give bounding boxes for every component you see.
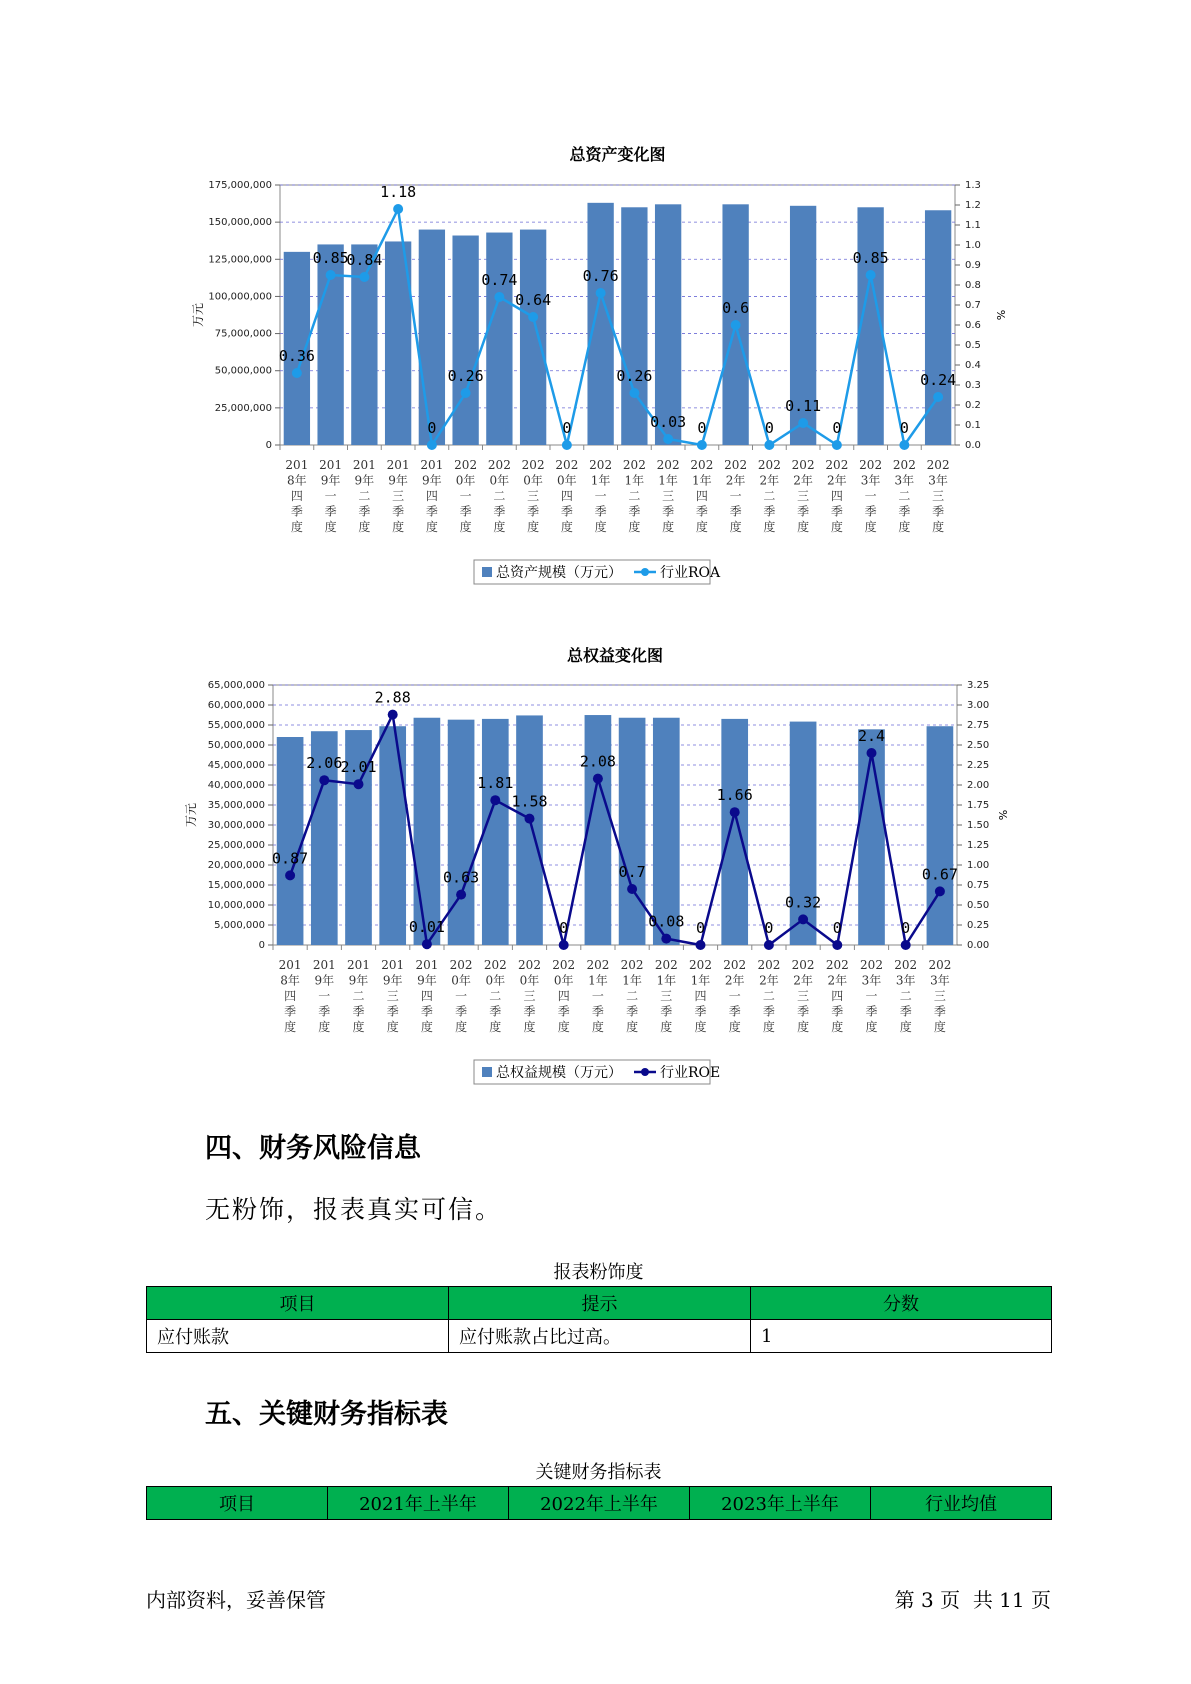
data-label: 0 — [695, 919, 706, 937]
data-label: 0 — [764, 919, 774, 937]
table-cell: 1 — [751, 1320, 1052, 1353]
bar — [619, 718, 646, 945]
data-label: 0 — [832, 419, 842, 437]
key-indicators-table — [146, 1486, 1052, 1520]
table-header-cell: 提示 — [449, 1287, 751, 1320]
x-tick-label: 202 2年四季度 — [825, 958, 849, 1034]
data-label: 0 — [559, 919, 569, 937]
x-tick-label: 202 0年二季度 — [483, 958, 507, 1034]
table-cell: 应付账款 — [147, 1320, 449, 1353]
bar — [448, 720, 475, 945]
data-label: 0.36 — [278, 347, 315, 365]
y2-tick-label: 3.00 — [967, 700, 990, 711]
data-label: 0.01 — [408, 918, 445, 937]
line-point — [285, 870, 295, 880]
line-point — [798, 914, 808, 924]
line-point — [422, 939, 432, 949]
footer-page-number: 第 3 页 共 11 页 — [894, 1588, 1051, 1612]
x-tick-label: 201 9年三季度 — [386, 458, 410, 534]
y2-tick-label: 0.7 — [965, 300, 981, 311]
y2-tick-label: 0.50 — [967, 900, 990, 911]
data-label: 1.58 — [511, 792, 548, 811]
legend-line-label: 行业ROE — [660, 1065, 721, 1081]
y2-tick-label: 1.50 — [967, 820, 990, 831]
bar — [486, 233, 512, 445]
section4-body: 无粉饰，报表真实可信。 — [205, 1195, 503, 1224]
data-label: 0.6 — [722, 299, 750, 317]
bar — [858, 729, 885, 945]
line-point — [832, 440, 842, 450]
y-axis-label: 万元 — [184, 802, 198, 828]
y2-tick-label: 1.00 — [967, 860, 990, 871]
y-tick-label: 30,000,000 — [207, 820, 265, 831]
y2-tick-label: 0.3 — [965, 380, 981, 391]
x-tick-label: 202 1年二季度 — [622, 458, 646, 534]
line-point — [525, 814, 535, 824]
line-point — [494, 292, 504, 302]
data-label: 0.26 — [616, 367, 653, 385]
x-tick-label: 202 2年一季度 — [723, 958, 747, 1034]
y2-tick-label: 2.75 — [967, 720, 990, 731]
legend-line-marker — [641, 568, 649, 576]
line-point — [559, 940, 569, 950]
x-tick-label: 201 9年二季度 — [352, 458, 376, 534]
bar — [655, 204, 681, 445]
x-tick-label: 202 0年一季度 — [454, 458, 478, 534]
bar — [621, 207, 647, 445]
y2-axis-label: % — [994, 309, 1007, 321]
footer-confidential: 内部资料，妥善保管 — [146, 1588, 326, 1612]
y2-tick-label: 2.25 — [967, 760, 990, 771]
x-tick-label: 202 2年二季度 — [757, 458, 781, 534]
y2-tick-label: 1.2 — [965, 200, 981, 211]
y2-tick-label: 0.2 — [965, 400, 981, 411]
table-header-cell: 2022年上半年 — [509, 1487, 690, 1520]
line-point — [935, 886, 945, 896]
y2-tick-label: 2.50 — [967, 740, 990, 751]
data-label: 0.03 — [650, 413, 687, 431]
x-tick-label: 202 0年一季度 — [449, 958, 473, 1034]
x-tick-label: 202 3年二季度 — [892, 458, 916, 534]
table-header-cell: 项目 — [147, 1487, 328, 1520]
y2-tick-label: 1.1 — [965, 220, 981, 231]
data-label: 1.81 — [477, 774, 514, 793]
data-label: 0.67 — [921, 865, 958, 884]
data-label: 2.08 — [579, 752, 616, 771]
y2-tick-label: 1.3 — [965, 180, 981, 191]
total-assets-chart — [0, 130, 1191, 600]
y-tick-label: 20,000,000 — [207, 860, 265, 871]
x-tick-label: 202 1年四季度 — [690, 458, 714, 534]
y2-tick-label: 0.4 — [965, 360, 981, 371]
data-label: 0.11 — [785, 397, 822, 415]
x-tick-label: 202 0年二季度 — [487, 458, 511, 534]
line-point — [319, 775, 329, 785]
y2-tick-label: 1.75 — [967, 800, 990, 811]
y2-tick-label: 3.25 — [967, 680, 990, 691]
line-point — [354, 779, 364, 789]
y-tick-label: 0 — [265, 440, 272, 451]
y-tick-label: 5,000,000 — [214, 920, 265, 931]
y-tick-label: 45,000,000 — [207, 760, 265, 771]
y2-tick-label: 0.25 — [967, 920, 990, 931]
plot-frame — [273, 685, 957, 945]
total-equity-chart-svg — [0, 630, 1191, 1100]
line-point — [867, 748, 877, 758]
data-label: 0 — [562, 419, 572, 437]
data-label: 0 — [764, 419, 774, 437]
section5-title: 五、关键财务指标表 — [205, 1399, 448, 1430]
y2-tick-label: 1.25 — [967, 840, 990, 851]
y-tick-label: 50,000,000 — [214, 365, 272, 377]
y-tick-label: 175,000,000 — [208, 180, 272, 191]
data-label: 0.85 — [852, 249, 889, 267]
data-label: 0.63 — [443, 868, 480, 887]
line-point — [661, 934, 671, 944]
y-tick-label: 10,000,000 — [207, 900, 265, 911]
y-tick-label: 25,000,000 — [214, 402, 272, 414]
table-caption-window-dressing: 报表粉饰度 — [553, 1262, 644, 1283]
table-header-cell: 2021年上半年 — [328, 1487, 509, 1520]
line-point — [326, 270, 336, 280]
y-tick-label: 25,000,000 — [207, 840, 265, 851]
window-dressing-table — [146, 1286, 1052, 1353]
y-tick-label: 35,000,000 — [207, 800, 265, 811]
bar — [379, 726, 406, 945]
x-tick-label: 202 1年一季度 — [586, 958, 610, 1034]
data-label: 2.88 — [374, 688, 411, 707]
x-tick-label: 202 3年一季度 — [860, 958, 883, 1034]
table-header-cell: 2023年上半年 — [690, 1487, 871, 1520]
line-point — [832, 940, 842, 950]
y2-tick-label: 0.0 — [965, 440, 981, 451]
line-point — [596, 288, 606, 298]
line-point — [528, 312, 538, 322]
line-point — [427, 440, 437, 450]
data-label: 2.4 — [857, 727, 886, 745]
line-point — [490, 795, 500, 805]
x-tick-label: 202 1年四季度 — [689, 958, 712, 1034]
bar — [790, 722, 817, 945]
x-tick-label: 202 3年二季度 — [894, 958, 918, 1034]
x-tick-label: 202 2年三季度 — [791, 458, 815, 534]
data-label: 0.85 — [312, 249, 349, 267]
data-label: 0 — [427, 419, 437, 437]
line-point — [359, 272, 369, 282]
x-tick-label: 201 9年三季度 — [381, 958, 405, 1034]
data-label: 0 — [901, 919, 911, 937]
line-point — [388, 710, 398, 720]
bar — [927, 726, 954, 945]
data-label: 0 — [899, 419, 909, 437]
legend-bar-swatch — [482, 567, 492, 577]
legend-bar-label: 总资产规模（万元） — [496, 565, 622, 581]
bar — [482, 719, 509, 945]
x-tick-label: 201 9年二季度 — [347, 958, 370, 1034]
line-point — [901, 940, 911, 950]
line-point — [798, 418, 808, 428]
x-tick-label: 201 9年四季度 — [420, 458, 444, 534]
data-label: 0.26 — [447, 367, 484, 385]
data-label: 2.06 — [306, 754, 343, 773]
data-label: 1.18 — [380, 183, 417, 201]
x-tick-label: 201 8年四季度 — [285, 458, 309, 534]
line-point — [899, 440, 909, 450]
x-tick-label: 202 1年三季度 — [654, 958, 678, 1034]
line-point — [292, 368, 302, 378]
bar — [419, 230, 445, 445]
x-tick-label: 201 9年一季度 — [312, 958, 336, 1034]
y-tick-label: 0 — [258, 940, 265, 951]
table-header-row — [147, 1487, 1052, 1520]
data-label: 0.08 — [648, 912, 685, 931]
x-tick-label: 202 2年二季度 — [757, 958, 781, 1034]
x-tick-label: 202 3年三季度 — [928, 958, 952, 1034]
x-tick-label: 202 3年三季度 — [926, 458, 950, 534]
total-equity-chart — [0, 630, 1191, 1100]
legend-line-marker — [641, 1068, 649, 1076]
line-point — [593, 774, 603, 784]
data-label: 0.7 — [618, 863, 646, 881]
x-tick-label: 202 2年一季度 — [724, 458, 748, 534]
line-point — [663, 434, 673, 444]
bar — [520, 230, 546, 445]
y2-axis-label: % — [996, 809, 1009, 821]
line-point — [764, 940, 774, 950]
line-point — [627, 884, 637, 894]
x-tick-label: 202 3年一季度 — [859, 458, 883, 534]
data-label: 0.76 — [582, 267, 619, 285]
y2-tick-label: 0.00 — [967, 940, 990, 951]
table-header-cell: 分数 — [751, 1287, 1052, 1320]
y-tick-label: 15,000,000 — [207, 880, 265, 891]
total-assets-chart-svg — [0, 130, 1191, 600]
y-tick-label: 150,000,000 — [208, 217, 272, 229]
y-tick-label: 60,000,000 — [207, 700, 265, 711]
bar — [452, 236, 478, 445]
y-tick-label: 125,000,000 — [208, 254, 272, 266]
line-point — [562, 440, 572, 450]
legend-bar-label: 总权益规模（万元） — [496, 1065, 622, 1081]
legend-bar-swatch — [482, 1067, 492, 1077]
bar — [721, 719, 748, 945]
data-label: 0 — [832, 919, 842, 937]
line-point — [731, 320, 741, 330]
x-tick-label: 202 0年三季度 — [518, 958, 541, 1034]
table-cell: 应付账款占比过高。 — [449, 1320, 751, 1353]
data-label: 0.64 — [515, 291, 552, 309]
y-tick-label: 55,000,000 — [207, 720, 265, 731]
line-point — [764, 440, 774, 450]
data-label: 0.74 — [481, 271, 518, 289]
x-tick-label: 201 9年四季度 — [415, 958, 439, 1034]
table-header-row — [147, 1287, 1052, 1320]
data-label: 0 — [697, 419, 707, 437]
table-row — [147, 1320, 1052, 1353]
y-tick-label: 50,000,000 — [207, 740, 265, 751]
y2-tick-label: 0.75 — [967, 880, 990, 891]
x-tick-label: 202 1年一季度 — [589, 458, 613, 534]
y-tick-label: 65,000,000 — [207, 680, 265, 691]
line-point — [933, 392, 943, 402]
y-tick-label: 40,000,000 — [207, 780, 265, 791]
chart-title: 总权益变化图 — [566, 646, 664, 665]
data-label: 2.01 — [340, 758, 377, 777]
line-point — [696, 940, 706, 950]
y-tick-label: 75,000,000 — [214, 328, 272, 340]
y2-tick-label: 2.00 — [967, 780, 990, 791]
line-point — [629, 388, 639, 398]
legend-line-label: 行业ROA — [660, 565, 721, 581]
table-caption-key-indicators: 关键财务指标表 — [535, 1462, 662, 1483]
line-point — [393, 204, 403, 214]
data-label: 0.24 — [920, 371, 957, 389]
x-tick-label: 201 9年一季度 — [319, 458, 343, 534]
data-label: 0.87 — [272, 849, 309, 868]
y-axis-label: 万元 — [191, 302, 205, 328]
x-tick-label: 202 2年四季度 — [825, 458, 849, 534]
y2-tick-label: 0.1 — [965, 420, 981, 431]
bar — [653, 718, 680, 945]
x-tick-label: 202 1年二季度 — [620, 958, 644, 1034]
y2-tick-label: 1.0 — [965, 240, 981, 251]
x-tick-label: 202 0年四季度 — [555, 458, 579, 534]
chart-title: 总资产变化图 — [569, 145, 666, 164]
data-label: 0.84 — [346, 251, 383, 269]
line-point — [730, 807, 740, 817]
x-tick-label: 202 2年三季度 — [791, 958, 815, 1034]
data-label: 0.32 — [785, 893, 822, 912]
x-tick-label: 201 8年四季度 — [278, 958, 302, 1034]
bar — [414, 718, 441, 945]
bar — [516, 715, 543, 945]
table-header-cell: 行业均值 — [871, 1487, 1052, 1520]
y2-tick-label: 0.5 — [965, 340, 981, 351]
plot-frame — [280, 185, 955, 445]
line-point — [456, 890, 466, 900]
x-tick-label: 202 1年三季度 — [656, 458, 680, 534]
bar — [277, 737, 304, 945]
section4-title: 四、财务风险信息 — [205, 1133, 421, 1164]
line-point — [697, 440, 707, 450]
y2-tick-label: 0.8 — [965, 280, 981, 291]
x-tick-label: 202 0年三季度 — [521, 458, 545, 534]
line-point — [461, 388, 471, 398]
y2-tick-label: 0.6 — [965, 320, 981, 331]
table-header-cell: 项目 — [147, 1287, 449, 1320]
line-point — [866, 270, 876, 280]
y-tick-label: 100,000,000 — [208, 291, 272, 303]
y2-tick-label: 0.9 — [965, 260, 981, 271]
data-label: 1.66 — [716, 786, 753, 805]
x-tick-label: 202 0年四季度 — [552, 958, 576, 1034]
